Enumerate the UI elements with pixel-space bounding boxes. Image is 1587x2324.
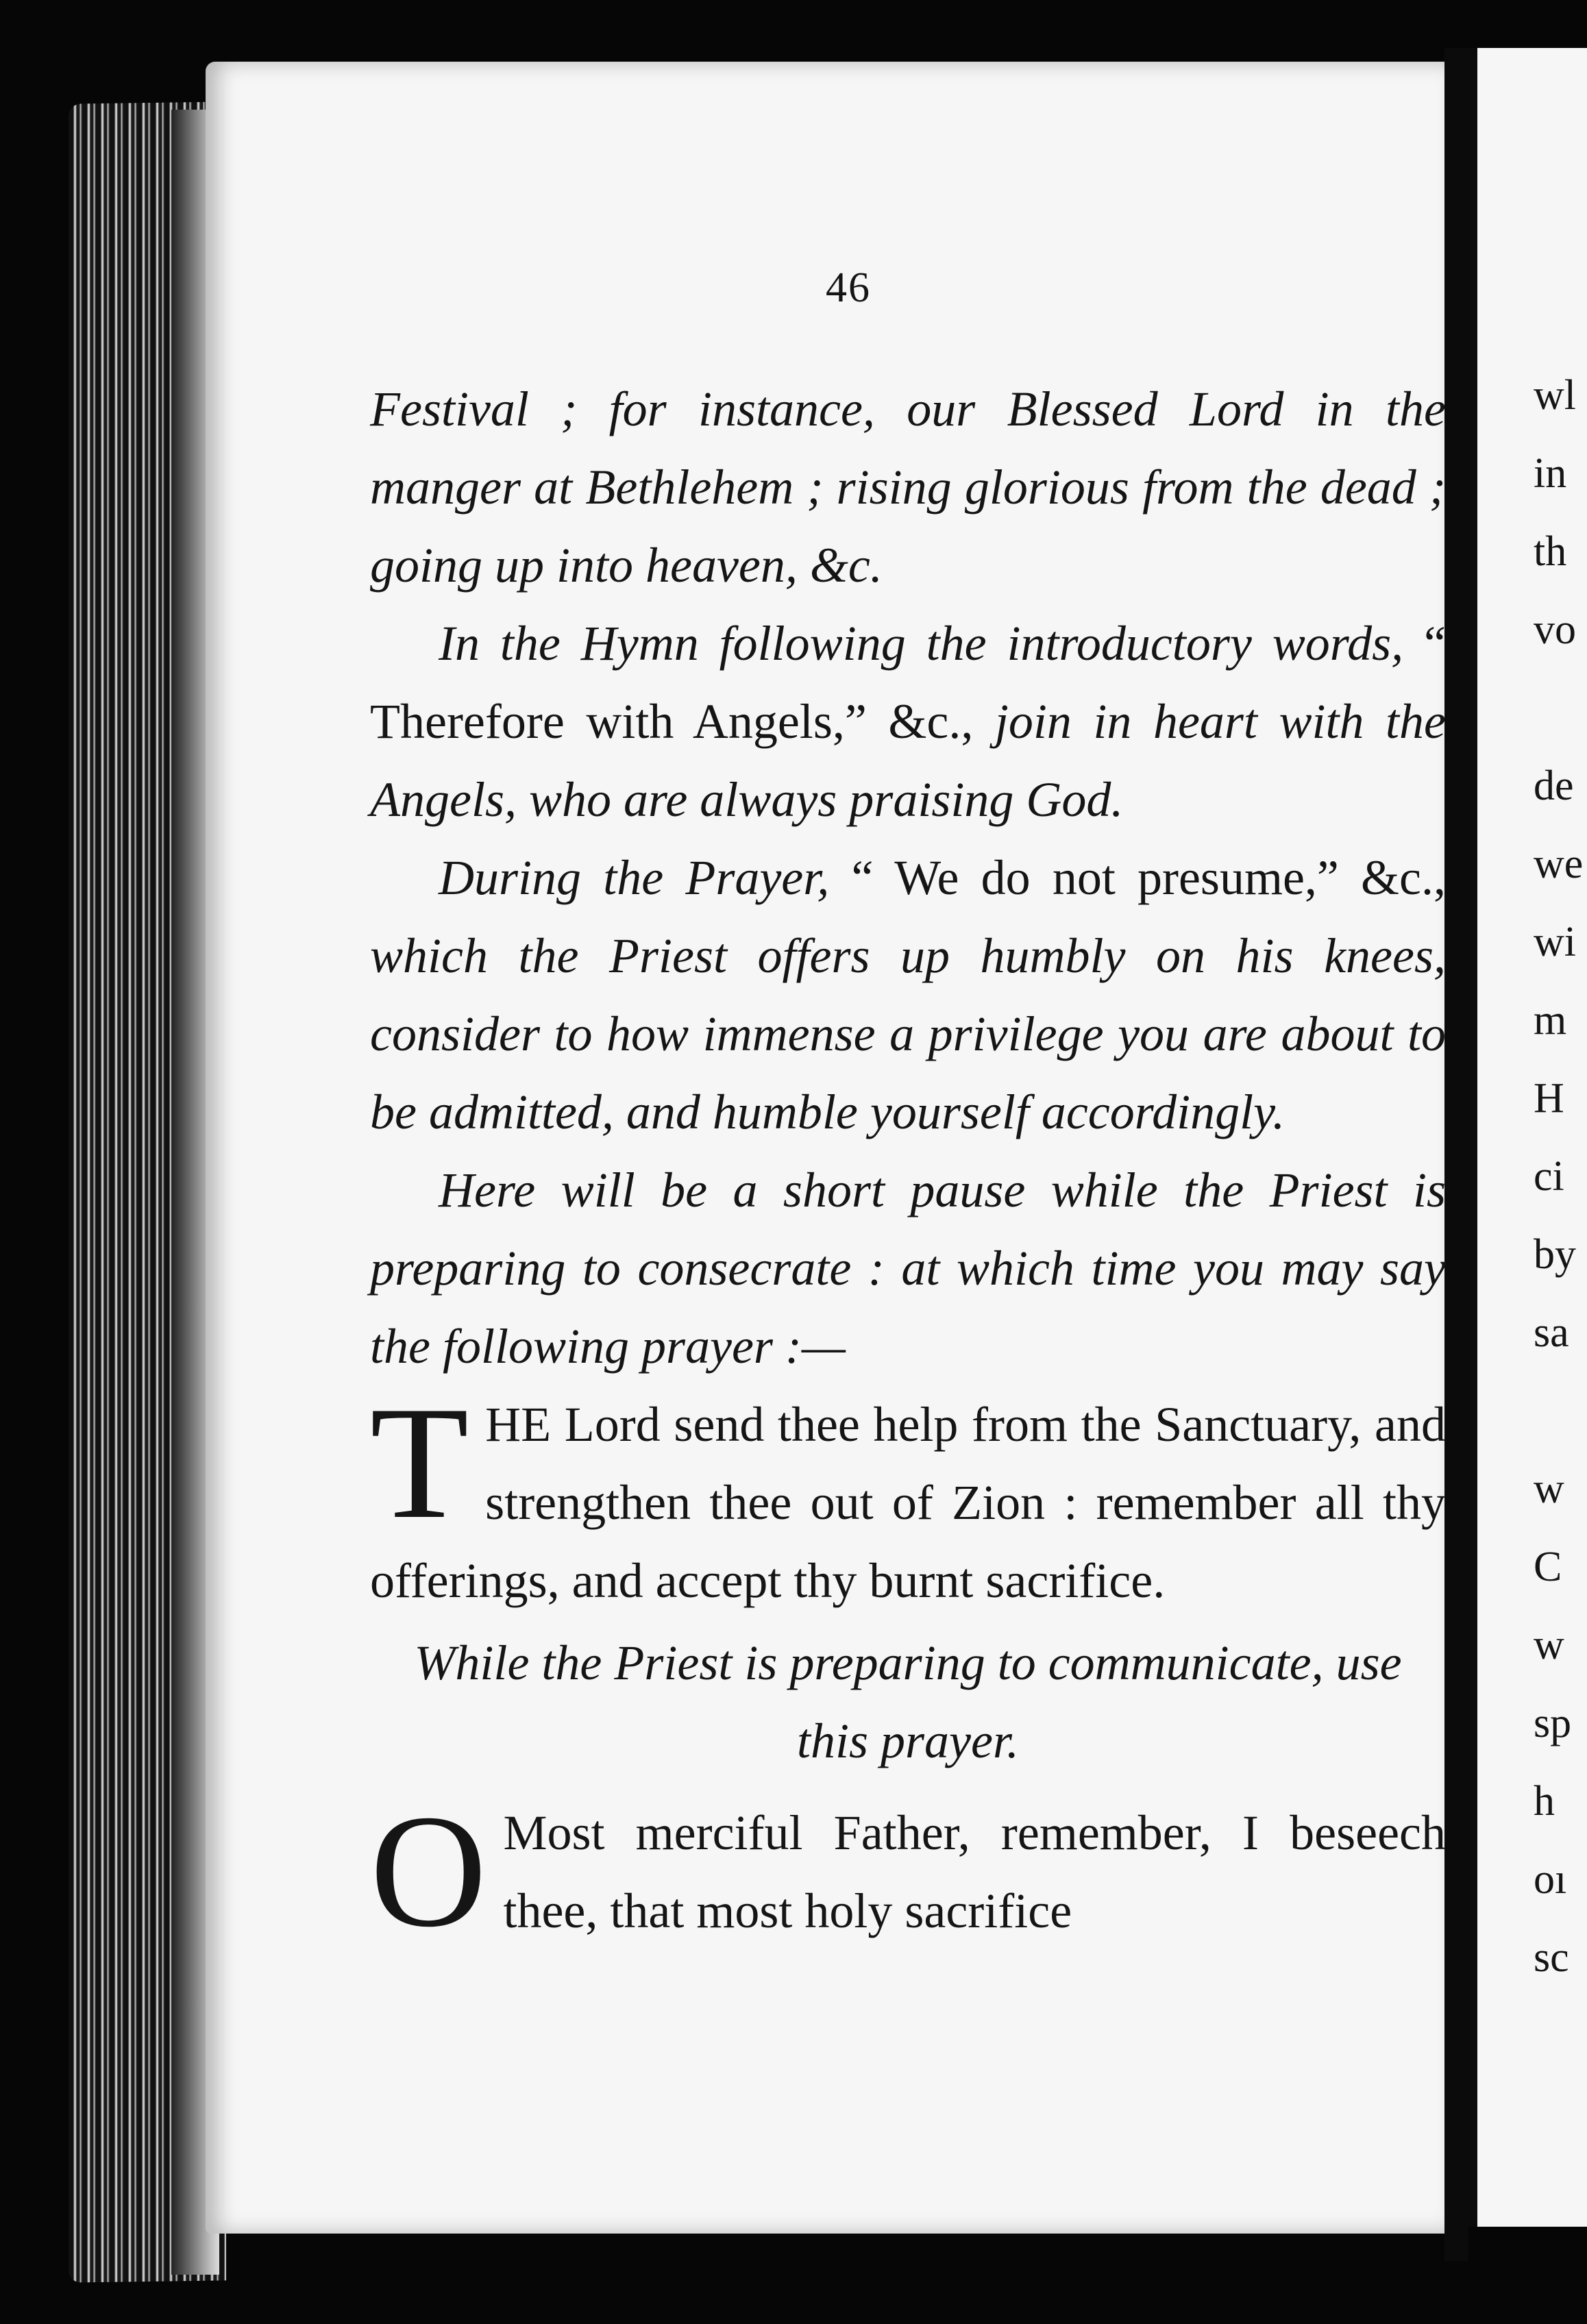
paragraph-pause: Here will be a short pause while the Priest is preparing to consecrate : at which time you may say the following prayer :— (370, 1163, 1446, 1374)
facing-page-fragment: m (1534, 997, 1567, 1043)
facing-page-fragment: h (1534, 1778, 1555, 1825)
prayer-quote: “ We do not presume,” &c., (829, 850, 1447, 905)
facing-page-fragment: we (1534, 841, 1584, 887)
facing-page-fragment: sp (1534, 1700, 1572, 1746)
facing-page-fragment (1534, 669, 1587, 747)
prayer-sanctuary-text: HE Lord send thee help from the Sanctuary, and strengthen thee out of Zion : remember all thy offerings, and accept thy burnt sacrifice. (370, 1397, 1446, 1608)
hymn-rest: join in heart with the Angels, who are always praising God. (370, 694, 1446, 827)
paragraph-hymn (370, 604, 1446, 839)
facing-page-fragment: wl (1534, 372, 1576, 419)
facing-page-fragment: H (1534, 1075, 1564, 1122)
facing-page-fragment: oı (1534, 1856, 1567, 1903)
rubric-communicate: While the Priest is preparing to communicate, use this prayer. (414, 1635, 1402, 1768)
paragraph-prayer (370, 839, 1446, 1151)
prayer-rest: which the Priest offers up humbly on his knees, consider to how immense a privilege you are about to be admitted, and humble yourself accordingly. (370, 928, 1446, 1139)
dropcap-t: T (370, 1374, 469, 1553)
facing-page-fragment: w (1534, 1466, 1564, 1512)
facing-page-fragments (1534, 356, 1587, 1997)
facing-page-fragment: in (1534, 450, 1567, 497)
hymn-intro: In the Hymn following the introductory words, (439, 616, 1404, 671)
facing-page-fragment: w (1534, 1622, 1564, 1668)
dropcap-o: O (370, 1782, 487, 1961)
facing-page-fragment (1534, 1372, 1587, 1450)
facing-page-fragment: by (1534, 1231, 1576, 1278)
facing-page-fragment: sc (1534, 1934, 1569, 1981)
prayer-intro: During the Prayer, (439, 850, 830, 905)
facing-page-fragment: vo (1534, 606, 1576, 653)
facing-page-fragment: sa (1534, 1309, 1569, 1356)
facing-page-fragment: ci (1534, 1153, 1564, 1200)
book-gutter (1444, 48, 1468, 2261)
prayer-merciful-text: Most merciful Father, remember, I beseech thee, that most holy sacrifice (503, 1805, 1446, 1938)
facing-page-fragment: th (1534, 528, 1567, 575)
prayer-merciful (370, 1782, 1446, 1961)
facing-page-fragment: wi (1534, 919, 1576, 965)
facing-page-fragment: de (1534, 763, 1574, 809)
paragraph-festival: Festival ; for instance, our Blessed Lord in the manger at Bethlehem ; rising glorious from the dead ; going up into heaven, &c. (370, 382, 1446, 593)
prayer-sanctuary (370, 1374, 1446, 1620)
page-text (370, 370, 1447, 1961)
hymn-quote: “ Therefore with Angels,” &c., (370, 616, 1446, 749)
facing-page-fragment: C (1534, 1544, 1562, 1590)
page-number: 46 (826, 264, 871, 311)
